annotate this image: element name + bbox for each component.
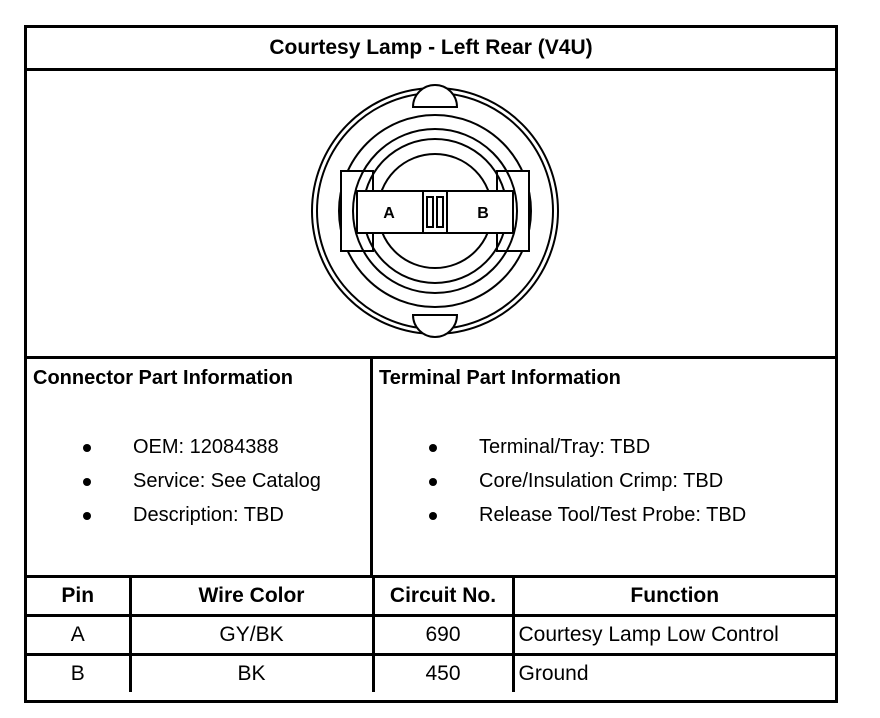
function-cell: Courtesy Lamp Low Control: [513, 616, 835, 655]
connector-part-info: Connector Part Information OEM: 12084388 Service: See Catalog Description: TBD: [27, 359, 373, 578]
table-row: [27, 655, 835, 693]
diagram-title: Courtesy Lamp - Left Rear (V4U): [27, 28, 835, 71]
bullet-icon: [429, 512, 437, 520]
wire-color-cell: BK: [130, 655, 373, 693]
column-header-pin: Pin: [27, 578, 130, 616]
bullet-icon: [83, 512, 91, 520]
column-header-function: Function: [513, 578, 835, 616]
connector-diagram-frame: [24, 25, 838, 703]
bullet-icon: [429, 478, 437, 486]
bullet-icon: [83, 444, 91, 452]
bullet-icon: [83, 478, 91, 486]
connector-face-svg: [27, 71, 835, 356]
column-header-wire-color: Wire Color: [130, 578, 373, 616]
terminal-info-heading: Terminal Part Information: [379, 367, 621, 389]
function-cell: Ground: [513, 655, 835, 693]
pin-label-b: B: [477, 205, 489, 222]
connector-info-heading: Connector Part Information: [33, 367, 294, 389]
pin-label-a: A: [383, 205, 395, 222]
pin-table-header-row: [27, 578, 835, 616]
wire-color-cell: GY/BK: [130, 616, 373, 655]
table-row: [27, 616, 835, 655]
terminal-part-info: Terminal Part Information Terminal/Tray: TBD Core/Insulation Crimp: TBD Release Tool/Test Probe: TBD: [373, 359, 835, 578]
circuit-no-cell: 450: [373, 655, 513, 693]
bullet-icon: [429, 444, 437, 452]
circuit-no-cell: 690: [373, 616, 513, 655]
pin-cell: B: [27, 655, 130, 693]
pin-cell: A: [27, 616, 130, 655]
column-header-circuit-no: Circuit No.: [373, 578, 513, 616]
connector-drawing: [27, 71, 835, 359]
pin-table: [27, 578, 835, 692]
terminal-cavity-block: [357, 191, 513, 233]
